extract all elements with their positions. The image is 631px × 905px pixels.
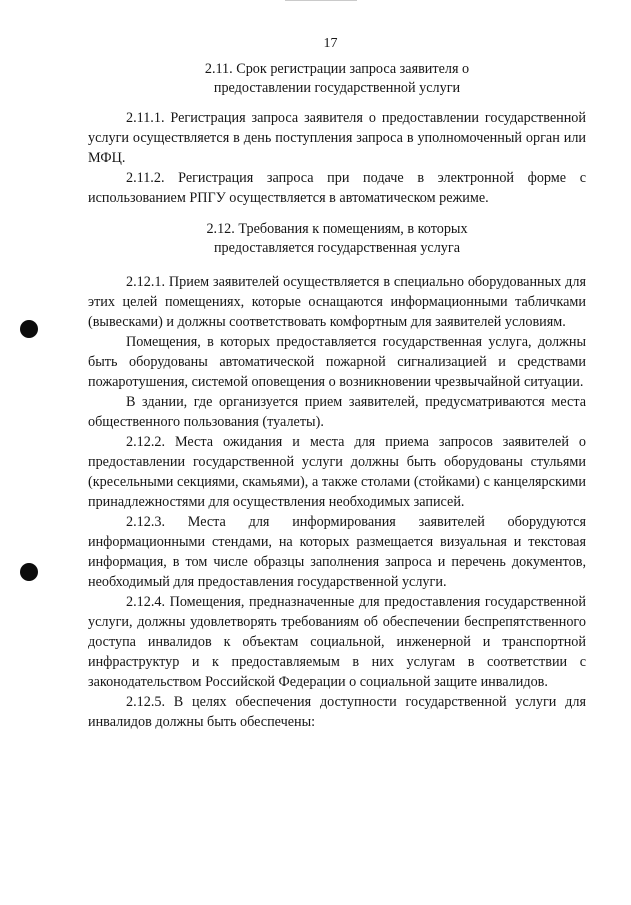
paragraph-2-11-1: 2.11.1. Регистрация запроса заявителя о предоставлении государственной услуги осуществляется в день поступления запроса в уполномоченный орган или МФЦ. bbox=[88, 110, 586, 166]
binder-hole bbox=[20, 563, 38, 581]
paragraph-2-12-3: 2.12.3. Места для информирования заявителей оборудуются информационными стендами, на которых размещается визуальная и текстовая информация, в том числе образцы заполнения запроса и перечень документов, необходимый для предоставления государственной услуги. bbox=[88, 514, 586, 590]
heading-line: 2.12. Требования к помещениям, в которых bbox=[206, 221, 468, 237]
paragraph-2-12-2: 2.12.2. Места ожидания и места для приема запросов заявителей о предоставлении государственной услуги должны быть оборудованы стульями (кресельными секциями, скамьями), а также столами (стойками) с канцелярскими принадлежностями для осуществления необходимых записей. bbox=[88, 434, 586, 510]
paragraph-2-12-5: 2.12.5. В целях обеспечения доступности государственной услуги для инвалидов должны быть обеспечены: bbox=[88, 694, 586, 730]
section-2-12-heading bbox=[88, 220, 586, 258]
paragraph-public-facilities: В здании, где организуется прием заявителей, предусматриваются места общественного пользования (туалеты). bbox=[88, 394, 586, 430]
page-number: 17 bbox=[323, 36, 338, 51]
paragraph-premises-equipment: Помещения, в которых предоставляется государственная услуга, должны быть оборудованы автоматической пожарной сигнализацией и средствами пожаротушения, системой оповещения о возникновении чрезвычайной ситуации. bbox=[88, 334, 586, 390]
heading-line: предоставляется государственная услуга bbox=[213, 240, 461, 256]
top-edge-mark bbox=[285, 0, 357, 4]
document-body bbox=[88, 60, 586, 732]
heading-line: 2.11. Срок регистрации запроса заявителя о bbox=[204, 61, 470, 77]
section-2-11-heading bbox=[88, 60, 586, 98]
paragraph-2-11-2: 2.11.2. Регистрация запроса при подаче в электронной форме с использованием РПГУ осуществляется в автоматическом режиме. bbox=[88, 170, 586, 206]
heading-line: предоставлении государственной услуги bbox=[213, 80, 461, 96]
paragraph-2-12-1: 2.12.1. Прием заявителей осуществляется в специально оборудованных для этих целей помещениях, которые оснащаются информационными табличками (вывесками) и должны соответствовать комфортным для заявителей условиям. bbox=[88, 274, 586, 330]
binder-hole bbox=[20, 320, 38, 338]
paragraph-2-12-4: 2.12.4. Помещения, предназначенные для предоставления государственной услуги, должны удовлетворять требованиям об обеспечении беспрепятственного доступа инвалидов к объектам социальной, инженерной и транспортной инфраструктур и к предоставляемым в них услугам в соответствии с законодательством Российской Федерации о социальной защите инвалидов. bbox=[88, 594, 586, 690]
